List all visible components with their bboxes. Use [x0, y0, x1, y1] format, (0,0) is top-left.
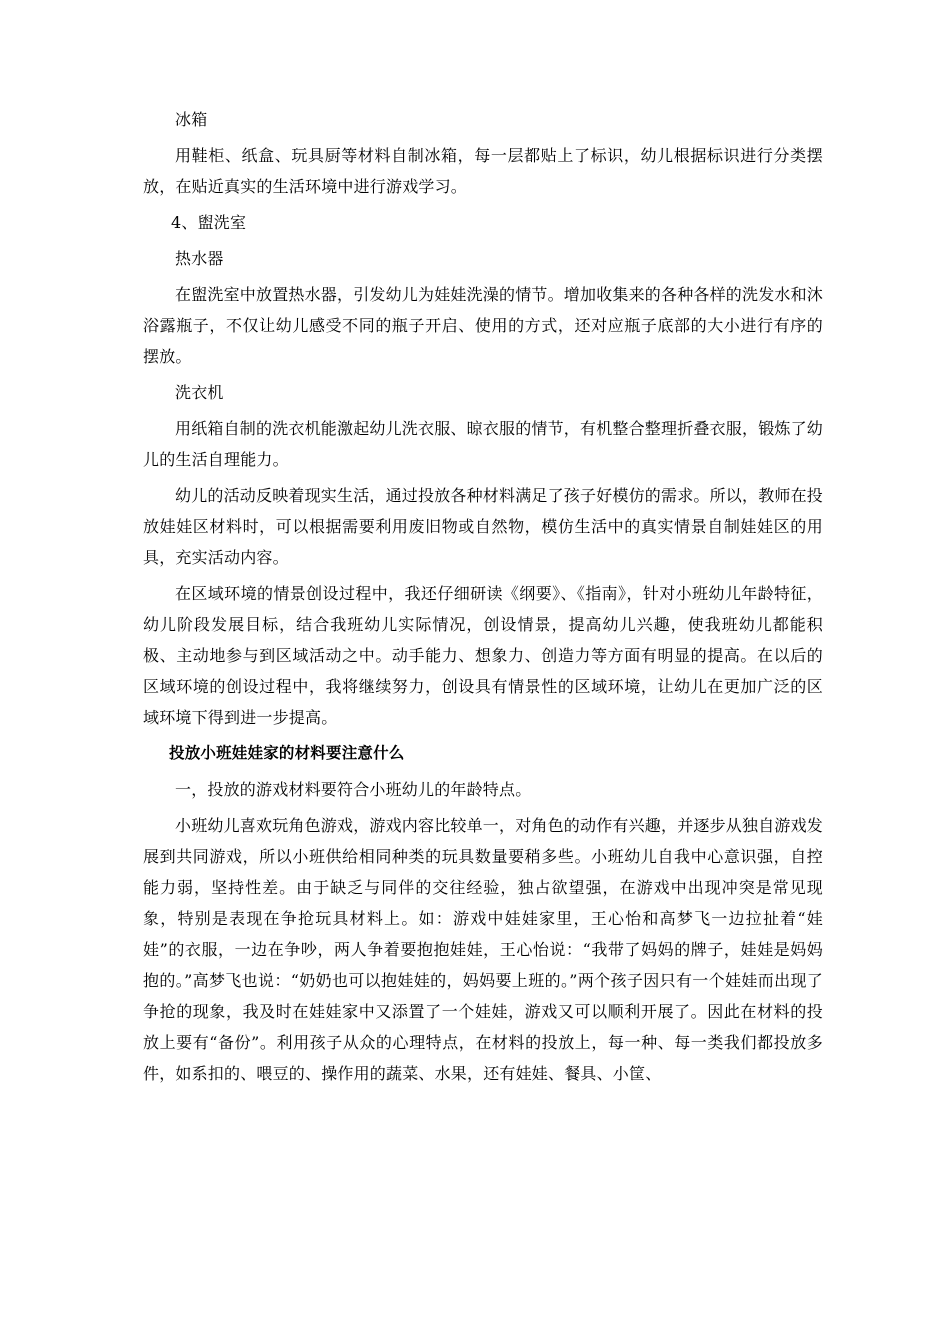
subheading-washing-machine: 洗衣机	[175, 383, 224, 402]
subheading-water-heater: 热水器	[175, 249, 224, 268]
section-washroom: 4、盥洗室	[171, 213, 247, 232]
paragraph-fridge: 用鞋柜、纸盒、玩具厨等材料自制冰箱，每一层都贴上了标识，幼儿根据标识进行分类摆放，在贴近真实的生活环境中进行游戏学习。	[143, 146, 823, 196]
paragraph-point-one-detail: 小班幼儿喜欢玩角色游戏，游戏内容比较单一，对角色的动作有兴趣，并逐步从独自游戏发展到共同游戏，所以小班供给相同种类的玩具数量要稍多些。小班幼儿自我中心意识强，自控能力弱，坚持性差。由于缺乏与同伴的交往经验，独占欲望强，在游戏中出现冲突是常见现象，特别是表现在争抢玩具材料上。如：游戏中娃娃家里，王心怡和高梦飞一边拉扯着“娃娃”的衣服，一边在争吵，两人争着要抱抱娃娃，王心怡说：“我带了妈妈的牌子，娃娃是妈妈抱的。”高梦飞也说：“奶奶也可以抱娃娃的，妈妈要上班的。”两个孩子因只有一个娃娃而出现了争抢的现象，我及时在娃娃家中又添置了一个娃娃，游戏又可以顺利开展了。因此在材料的投放上要有“备份”。利用孩子从众的心理特点，在材料的投放上，每一种、每一类我们都投放多件，如系扣的、喂豆的、操作用的蔬菜、水果，还有娃娃、餐具、小筐、	[143, 816, 824, 1083]
paragraph-reflection: 幼儿的活动反映着现实生活，通过投放各种材料满足了孩子好模仿的需求。所以，教师在投放娃娃区材料时，可以根据需要利用废旧物或自然物，模仿生活中的真实情景自制娃娃区的用具，充实活动内容。	[143, 486, 824, 567]
paragraph-washing-machine: 用纸箱自制的洗衣机能激起幼儿洗衣服、晾衣服的情节，有机整合整理折叠衣服，锻炼了幼儿的生活自理能力。	[143, 419, 824, 469]
paragraph-water-heater: 在盥洗室中放置热水器，引发幼儿为娃娃洗澡的情节。增加收集来的各种各样的洗发水和沐浴露瓶子，不仅让幼儿感受不同的瓶子开启、使用的方式，还对应瓶子底部的大小进行有序的摆放。	[143, 285, 824, 366]
paragraph-summary: 在区域环境的情景创设过程中，我还仔细研读《纲要》、《指南》，针对小班幼儿年龄特征，幼儿阶段发展目标，结合我班幼儿实际情况，创设情景，提高幼儿兴趣，使我班幼儿都能积极、主动地参与到区域活动之中。动手能力、想象力、创造力等方面有明显的提高。在以后的区域环境的创设过程中，我将继续努力，创设具有情景性的区域环境，让幼儿在更加广泛的区域环境下得到进一步提高。	[143, 584, 823, 727]
section-heading-materials: 投放小班娃娃家的材料要注意什么	[169, 744, 405, 762]
paragraph-point-one: 一，投放的游戏材料要符合小班幼儿的年龄特点。	[175, 780, 532, 799]
subheading-fridge: 冰箱	[175, 110, 208, 129]
document-body	[143, 104, 823, 1094]
